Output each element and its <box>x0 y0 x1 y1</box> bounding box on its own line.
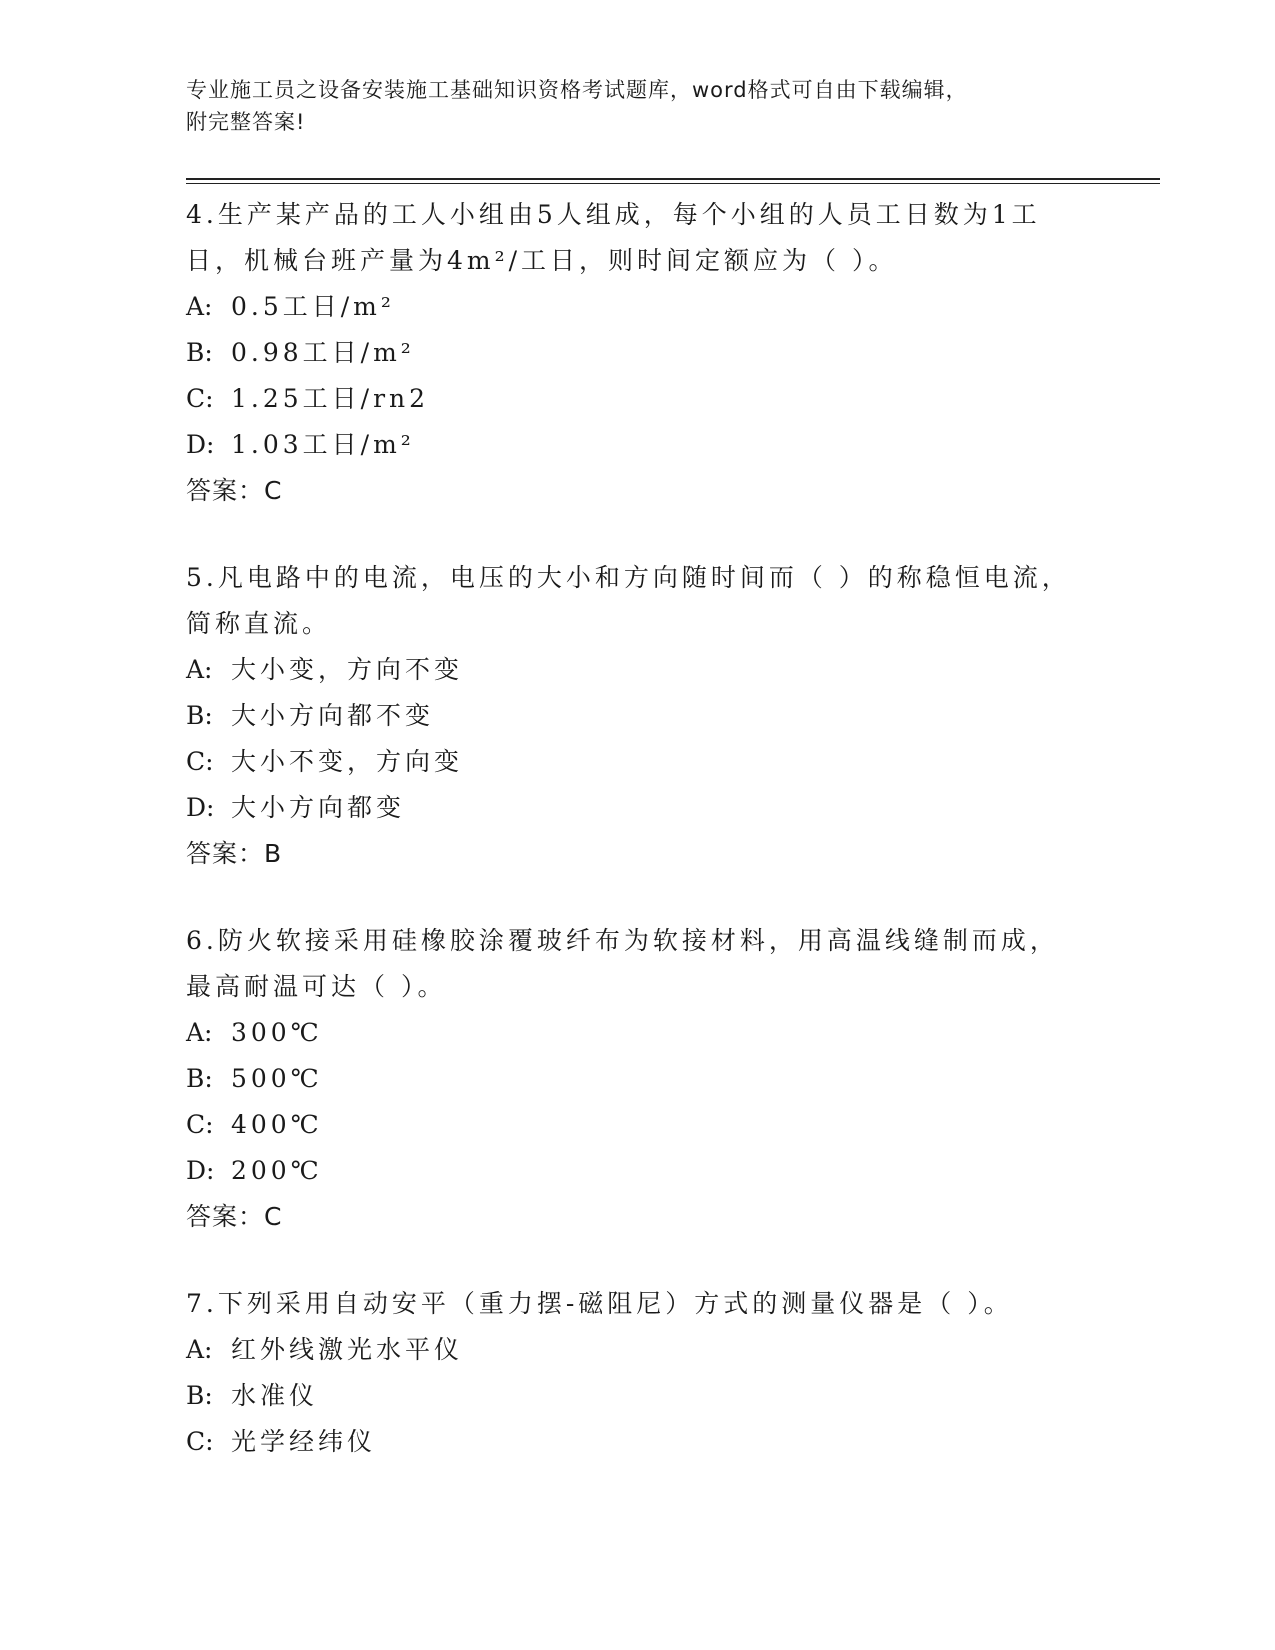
question-stem: 生产某产品的工人小组由5人组成，每个小组的人员工日数为1工日，机械台班产量为4m²/工日，则时间定额应为（ ）。 <box>186 200 1041 275</box>
option-letter: D: <box>186 1156 215 1185</box>
option-text: 200℃ <box>231 1156 323 1185</box>
question-number: 4. <box>186 200 218 229</box>
document-header <box>186 74 1086 138</box>
answer-line: 答案：B <box>186 839 283 868</box>
option-text: 大小不变，方向变 <box>231 747 464 776</box>
option-c <box>186 1102 1086 1148</box>
question-number: 6. <box>186 926 218 955</box>
option-c <box>186 376 1086 422</box>
option-letter: B: <box>186 701 213 730</box>
option-letter: B: <box>186 1381 213 1410</box>
option-d <box>186 785 1086 831</box>
option-text: 光学经纬仪 <box>231 1427 377 1456</box>
option-text: 1.03工日/m² <box>231 430 415 459</box>
option-b <box>186 693 1086 739</box>
question-7 <box>186 1281 1086 1465</box>
option-letter: A: <box>186 1335 213 1364</box>
option-b <box>186 330 1086 376</box>
answer-line: 答案：C <box>186 1202 283 1231</box>
question-4 <box>186 192 1086 514</box>
question-number: 5. <box>186 563 218 592</box>
option-text: 300℃ <box>231 1018 323 1047</box>
option-letter: C: <box>186 1427 214 1456</box>
option-c <box>186 1419 1086 1465</box>
question-6 <box>186 918 1086 1240</box>
option-text: 大小变，方向不变 <box>231 655 464 684</box>
answer-line: 答案：C <box>186 476 283 505</box>
header-title-line-2: 附完整答案! <box>186 110 306 134</box>
option-b <box>186 1373 1086 1419</box>
option-text: 500℃ <box>231 1064 323 1093</box>
option-a <box>186 1327 1086 1373</box>
option-letter: D: <box>186 793 215 822</box>
option-d <box>186 422 1086 468</box>
question-text <box>186 192 1086 284</box>
option-text: 0.5工日/m² <box>231 292 395 321</box>
option-letter: D: <box>186 430 215 459</box>
option-letter: B: <box>186 338 213 367</box>
question-stem: 凡电路中的电流，电压的大小和方向随时间而（ ）的称稳恒电流，简称直流。 <box>186 563 1071 638</box>
option-letter: A: <box>186 655 213 684</box>
option-text: 400℃ <box>231 1110 323 1139</box>
header-title-line-1: 专业施工员之设备安装施工基础知识资格考试题库，word格式可自由下载编辑， <box>186 78 968 102</box>
option-letter: A: <box>186 292 213 321</box>
question-text <box>186 555 1086 647</box>
option-d <box>186 1148 1086 1194</box>
option-text: 红外线激光水平仪 <box>231 1335 464 1364</box>
option-a <box>186 284 1086 330</box>
option-letter: A: <box>186 1018 213 1047</box>
option-text: 水准仪 <box>231 1381 319 1410</box>
option-c <box>186 739 1086 785</box>
question-stem: 下列采用自动安平（重力摆-磁阻尼）方式的测量仪器是（ ）。 <box>217 1289 1013 1318</box>
header-divider-thin <box>186 183 1160 184</box>
question-text <box>186 918 1086 1010</box>
option-text: 1.25工日/rn2 <box>231 384 430 413</box>
option-text: 大小方向都不变 <box>231 701 435 730</box>
option-b <box>186 1056 1086 1102</box>
option-text: 大小方向都变 <box>231 793 406 822</box>
option-letter: C: <box>186 747 214 776</box>
option-a <box>186 1010 1086 1056</box>
option-a <box>186 647 1086 693</box>
question-5 <box>186 555 1086 877</box>
option-letter: B: <box>186 1064 213 1093</box>
header-divider-thick <box>186 178 1160 180</box>
question-number: 7. <box>186 1289 218 1318</box>
question-list <box>186 192 1086 1506</box>
option-text: 0.98工日/m² <box>231 338 415 367</box>
question-stem: 防火软接采用硅橡胶涂覆玻纤布为软接材料，用高温线缝制而成，最高耐温可达（ ）。 <box>186 926 1059 1001</box>
question-text <box>186 1281 1086 1327</box>
option-letter: C: <box>186 1110 214 1139</box>
option-letter: C: <box>186 384 214 413</box>
